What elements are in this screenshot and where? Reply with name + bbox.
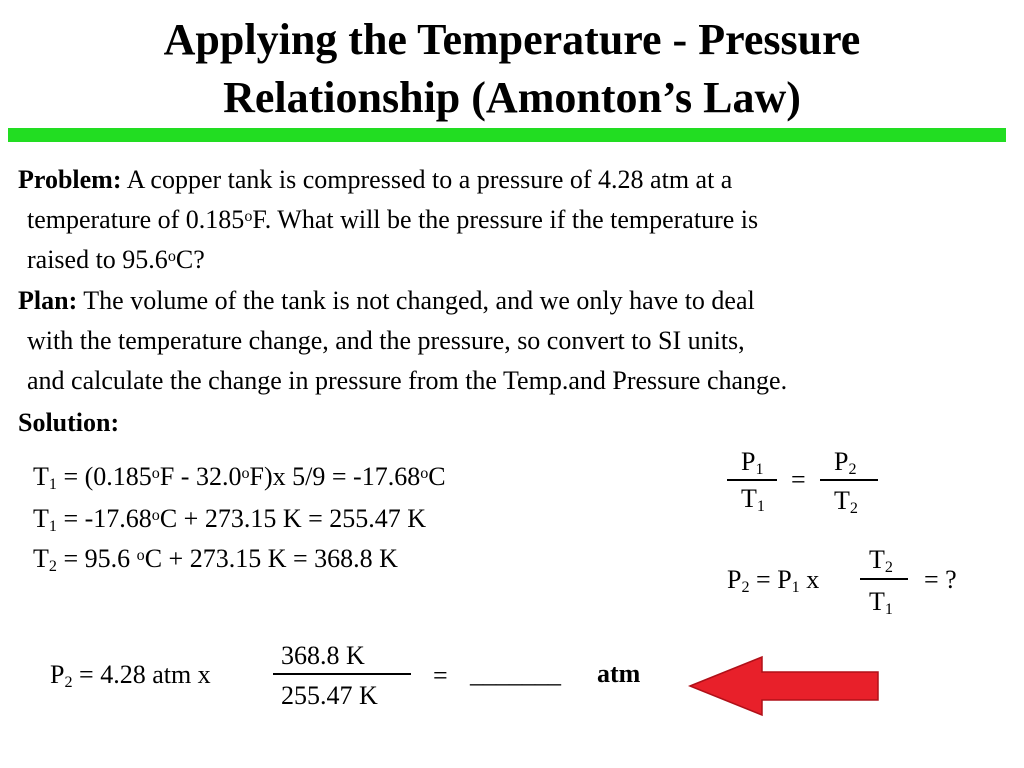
ratio-T: T — [834, 486, 850, 515]
solve-text: x — [799, 565, 820, 594]
final-answer-blank: _______ — [470, 659, 561, 688]
calc-text: = 95.6 — [56, 544, 137, 573]
degree-sup: o — [167, 247, 176, 265]
calc-line-2 — [33, 504, 427, 536]
calc-text: = (0.185 — [56, 462, 152, 491]
ratio-equals: = — [791, 465, 806, 494]
final-sub: 2 — [64, 674, 73, 692]
title-line-2: Relationship (Amonton’s Law) — [223, 73, 801, 122]
solve-text: = P — [749, 565, 792, 594]
problem-text-2b: F. What will be the pressure if the temperature is — [252, 205, 759, 234]
calc-text: = -17.68 — [56, 504, 152, 533]
solve-T: T — [869, 587, 885, 616]
ratio-P2 — [834, 447, 857, 479]
final-text: = 4.28 atm x — [72, 660, 211, 689]
calc-text: F - 32.0 — [159, 462, 242, 491]
final-denominator: 255.47 K — [281, 681, 378, 710]
left-arrow-shape — [690, 657, 878, 715]
plan-label: Plan: — [18, 286, 78, 315]
solve-T1 — [869, 587, 893, 619]
ratio-sub: 1 — [755, 461, 764, 479]
calc-line-1 — [33, 462, 446, 494]
ratio-sub: 2 — [849, 500, 858, 518]
calc-text: C + 273.15 K = 255.47 K — [159, 504, 427, 533]
solve-T2 — [869, 545, 893, 577]
solve-T: T — [869, 545, 885, 574]
degree-sup: o — [151, 464, 160, 482]
problem-line-3 — [27, 247, 205, 273]
plan-text-1: The volume of the tank is not changed, and we only have to deal — [83, 286, 755, 315]
final-fraction-bar — [273, 673, 411, 675]
calc-text: F)x 5/9 = -17.68 — [249, 462, 421, 491]
solve-fraction-bar — [860, 578, 908, 580]
title-underline — [8, 128, 1006, 142]
solution-label: Solution: — [18, 408, 120, 437]
ratio-T2 — [834, 486, 858, 518]
ratio-P1 — [741, 447, 764, 479]
final-P: P — [50, 660, 65, 689]
calc-T: T — [33, 504, 49, 533]
ratio-right-fraction-bar — [820, 479, 878, 481]
plan-line-3: and calculate the change in pressure from the Temp.and Pressure change. — [27, 366, 788, 395]
calc-line-3 — [33, 544, 398, 576]
ratio-left-fraction-bar — [727, 479, 777, 481]
degree-sup: o — [136, 546, 145, 564]
plan-line-2: with the temperature change, and the pressure, so convert to SI units, — [27, 326, 745, 355]
degree-sup: o — [420, 464, 429, 482]
calc-T: T — [33, 462, 49, 491]
ratio-T: T — [741, 484, 757, 513]
degree-sup: o — [241, 464, 250, 482]
problem-text-3a: raised to 95.6 — [27, 245, 168, 274]
left-arrow-icon — [686, 653, 882, 719]
solve-sub: 1 — [791, 579, 800, 597]
title-line-1: Applying the Temperature - Pressure — [163, 15, 861, 64]
plan-line-1 — [18, 288, 755, 314]
calc-text: C + 273.15 K = 368.8 K — [144, 544, 398, 573]
ratio-sub: 1 — [756, 498, 765, 516]
solve-equals-question: = ? — [924, 565, 957, 594]
final-unit: atm — [597, 659, 641, 688]
final-equals: = — [433, 661, 448, 690]
ratio-sub: 2 — [848, 461, 857, 479]
solve-sub: 2 — [741, 579, 750, 597]
ratio-T1 — [741, 484, 765, 516]
calc-sub: 1 — [48, 476, 57, 494]
solve-sub: 2 — [884, 559, 893, 577]
problem-label: Problem: — [18, 165, 122, 194]
solve-sub: 1 — [884, 601, 893, 619]
calc-sub: 2 — [48, 558, 57, 576]
problem-line-1 — [18, 167, 732, 193]
calc-text: C — [428, 462, 446, 491]
final-lhs — [50, 660, 211, 692]
degree-sup: o — [244, 207, 253, 225]
final-numerator: 368.8 K — [281, 641, 365, 670]
problem-text-3b: C? — [175, 245, 205, 274]
ratio-P: P — [741, 447, 756, 476]
problem-line-2 — [27, 207, 758, 233]
solve-P: P — [727, 565, 742, 594]
calc-sub: 1 — [48, 518, 57, 536]
problem-text-1: A copper tank is compressed to a pressure of 4.28 atm at a — [126, 165, 733, 194]
solve-lhs — [727, 565, 820, 597]
ratio-P: P — [834, 447, 849, 476]
problem-text-2a: temperature of 0.185 — [27, 205, 245, 234]
degree-sup: o — [151, 506, 160, 524]
calc-T: T — [33, 544, 49, 573]
